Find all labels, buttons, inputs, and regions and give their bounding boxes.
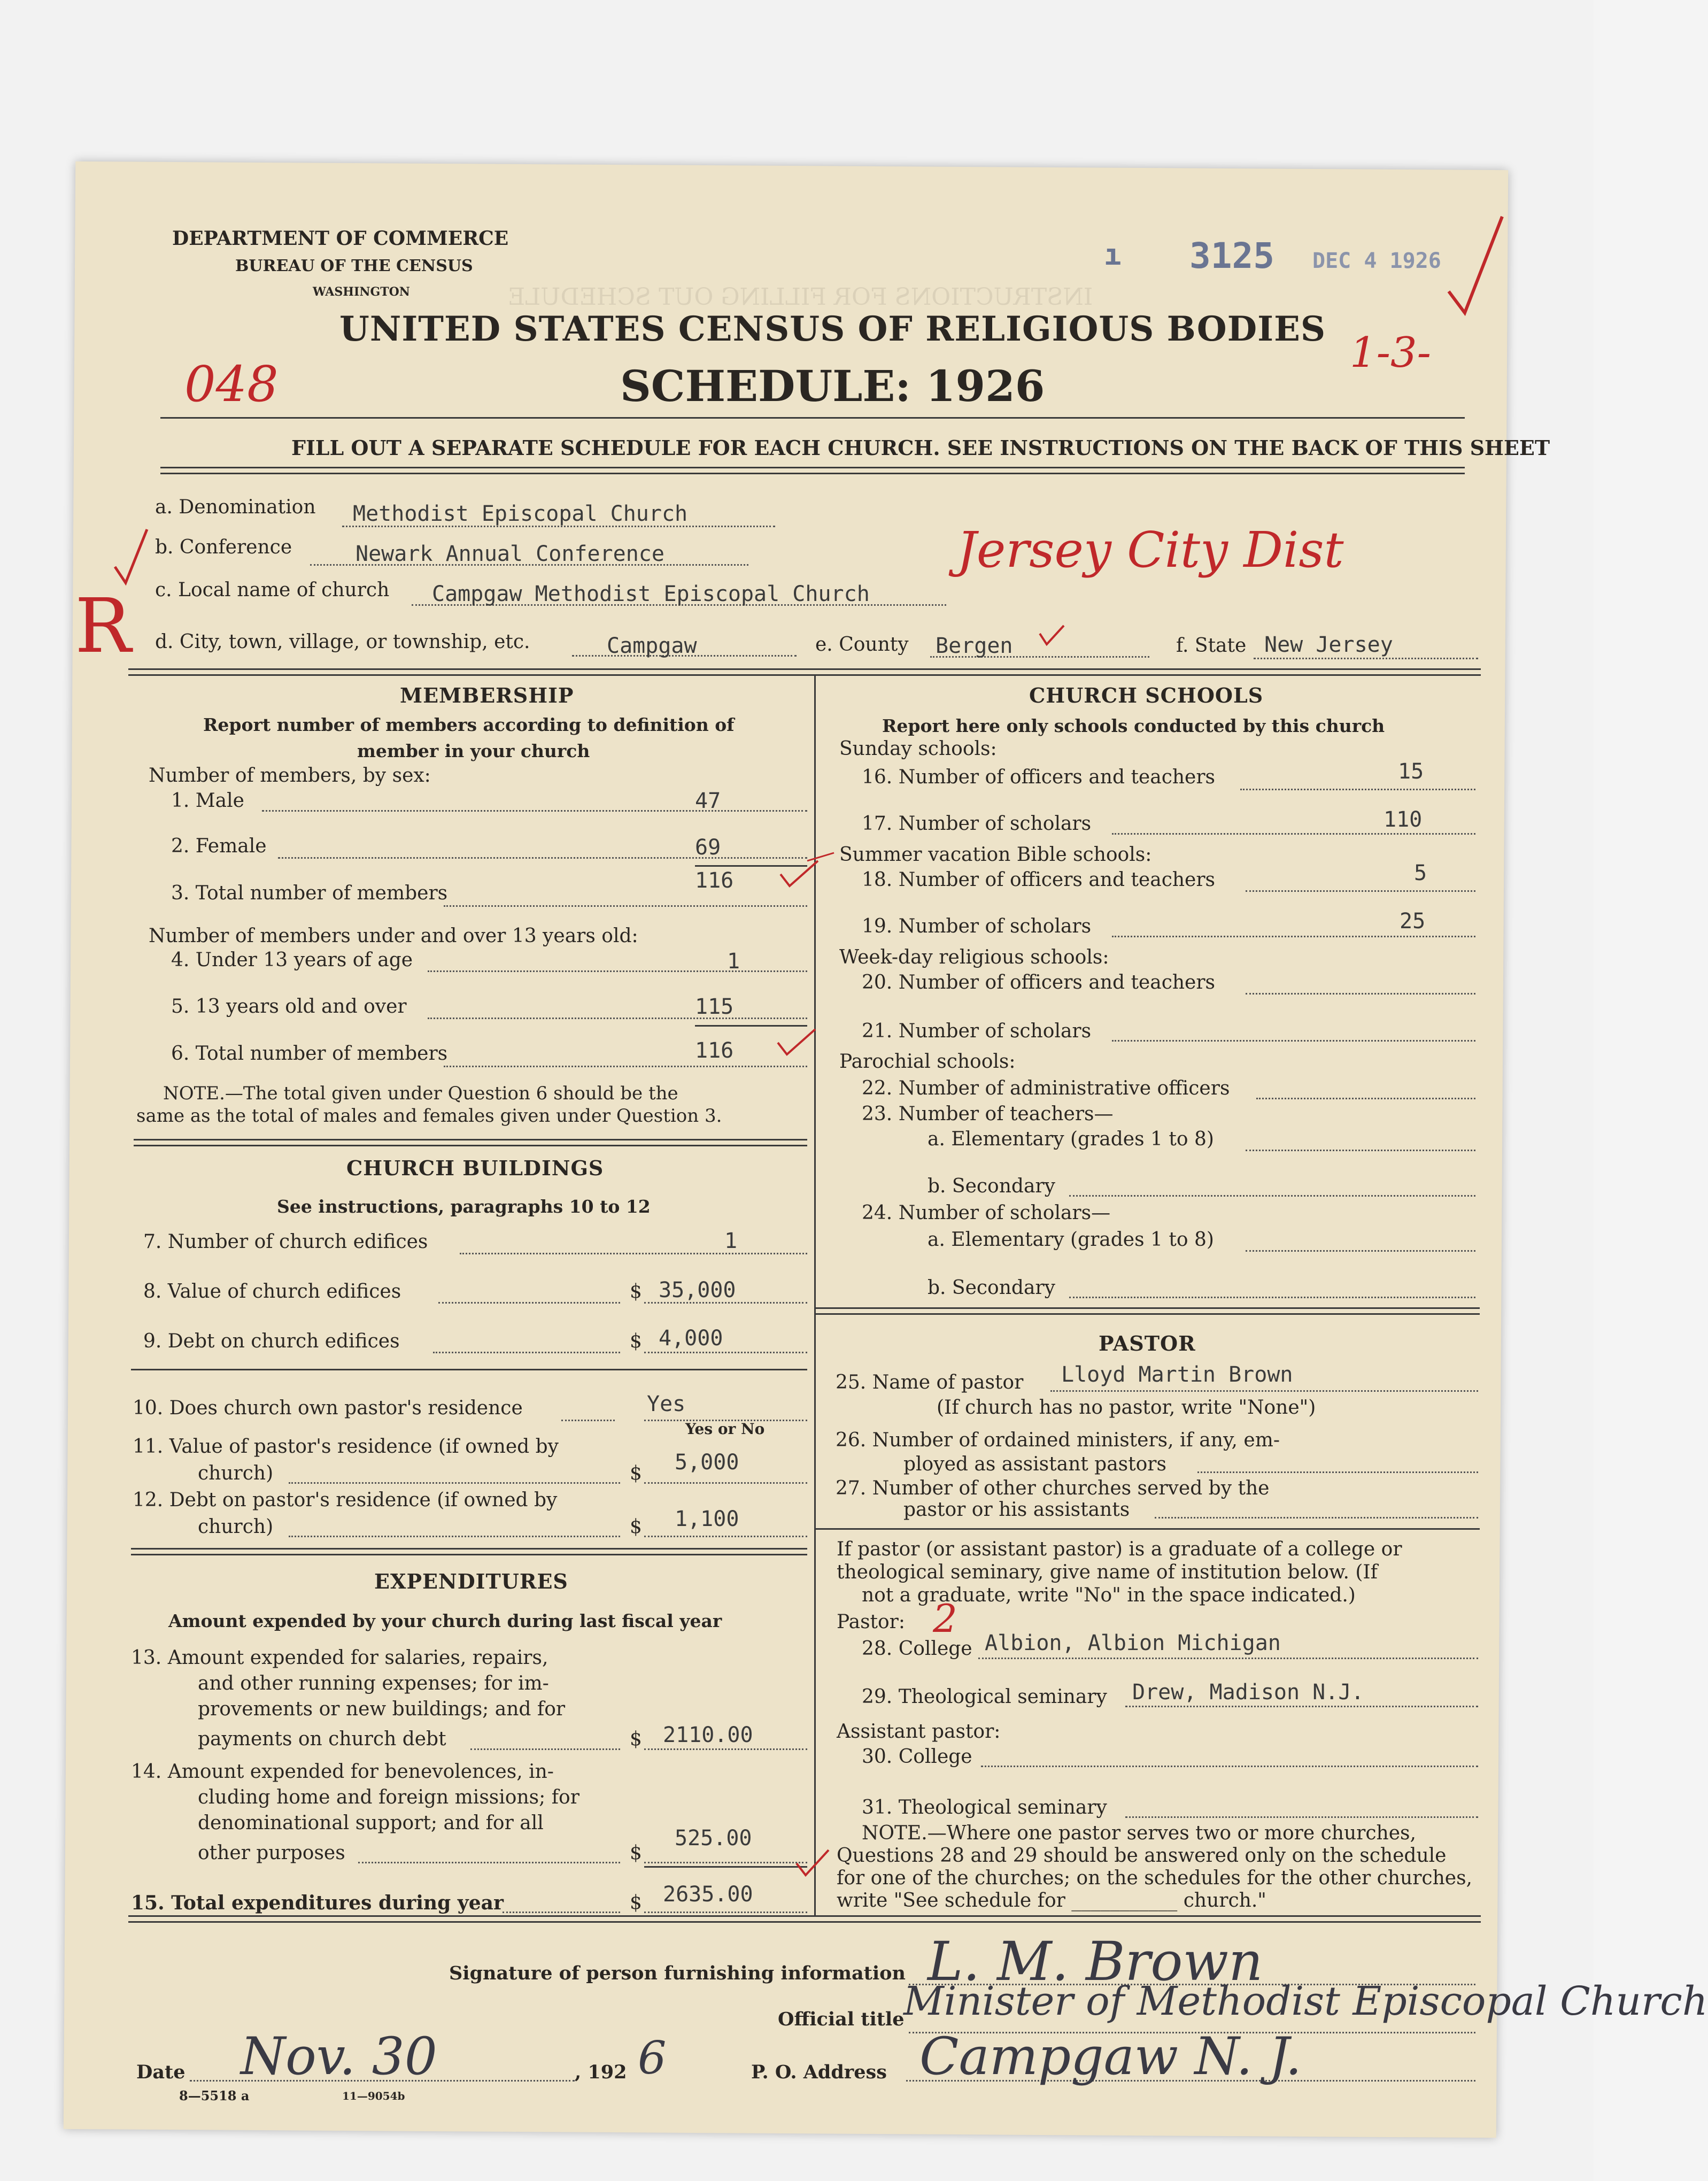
stamp-date: DEC 4 1926 [1312,249,1441,273]
q15-line [503,1912,620,1913]
q12-dollar: $ [630,1516,642,1538]
q7-line [460,1253,807,1254]
state-value[interactable]: New Jersey [1264,633,1393,657]
q17-value[interactable]: 110 [1384,807,1423,832]
q12-amount-line [644,1536,807,1537]
q28-value[interactable]: Albion, Albion Michigan [985,1631,1281,1655]
header-rule [160,417,1465,419]
q20-label: 20. Number of officers and teachers [862,972,1216,993]
q22-label: 22. Number of administrative officers [862,1077,1230,1099]
q14-line3: denominational support; and for all [198,1812,544,1834]
q3-value[interactable]: 116 [695,868,734,893]
q6-check [775,1027,818,1059]
weekday-label: Week-day religious schools: [839,946,1109,968]
graduate-note2: theological seminary, give name of institution below. (If [837,1561,1378,1583]
q25-line [1050,1390,1478,1392]
q14-line [358,1862,620,1863]
q13-line2: and other running expenses; for im- [198,1673,549,1694]
membership-rule [134,1139,807,1146]
pastor-note4: write "See schedule for ___________ church." [837,1890,1266,1912]
q14-amount-line [644,1862,807,1863]
q6-label: 6. Total number of members [171,1043,448,1065]
schools-sub: Report here only schools conducted by this church [882,715,1385,736]
date-year-prefix: , 192 [575,2061,627,2083]
city-value[interactable]: Campgaw [607,634,697,658]
stamp-tick: ı [1104,238,1122,272]
q12-line [289,1536,620,1537]
q13-line3: provements or new buildings; and for [198,1698,566,1720]
expenditures-sub: Amount expended by your church during last fiscal year [168,1610,722,1631]
instruction-line: FILL OUT A SEPARATE SCHEDULE FOR EACH CHURCH. SEE INSTRUCTIONS ON THE BACK OF THIS SHEET [291,436,1550,460]
q1-value[interactable]: 47 [695,789,721,813]
q18-line [1246,890,1475,892]
q24-label: 24. Number of scholars— [862,1202,1111,1224]
po-address-value[interactable]: Campgaw N. J. [919,2026,1302,2086]
q14-line1: 14. Amount expended for benevolences, in- [131,1761,554,1783]
q24b-label: b. Secondary [928,1277,1055,1299]
q14-sum-rule [644,1866,807,1868]
q30-label: 30. College [862,1746,972,1768]
q6-line [444,1066,807,1067]
q14-line4: other purposes [198,1842,345,1864]
q4-label: 4. Under 13 years of age [171,949,413,971]
pastor-note1: NOTE.—Where one pastor serves two or more churches, [862,1822,1416,1844]
q11-line [289,1482,620,1484]
q19-label: 19. Number of scholars [862,915,1092,937]
q20-line [1246,993,1475,995]
q23b-label: b. Secondary [928,1175,1055,1197]
q10-hint: Yes or No [685,1420,765,1438]
q26-line1: 26. Number of ordained ministers, if any, em- [836,1429,1280,1451]
city-label: d. City, town, village, or township, etc. [155,631,530,653]
q9-amount-line [644,1352,807,1353]
q31-line [1125,1816,1478,1818]
q9-rule [131,1369,807,1370]
q16-label: 16. Number of officers and teachers [862,766,1216,788]
q14-value[interactable]: 525.00 [675,1826,752,1851]
membership-note1: NOTE.—The total given under Question 6 should be the [163,1083,678,1104]
q27-line2: pastor or his assistants [903,1499,1130,1521]
q24b-line [1069,1297,1475,1298]
form-title: UNITED STATES CENSUS OF RELIGIOUS BODIES [339,309,1326,349]
bureau-name: BUREAU OF THE CENSUS [235,257,473,275]
form-number-1: 8—5518 a [179,2088,250,2103]
q29-value[interactable]: Drew, Madison N.J. [1132,1680,1364,1705]
q1-label: 1. Male [171,790,244,812]
q9-label: 9. Debt on church edifices [143,1330,400,1352]
q30-line [981,1766,1478,1767]
q5-label: 5. 13 years old and over [171,996,407,1018]
q2-line [278,857,807,859]
q18-tick [805,850,837,872]
q12-label2: church) [198,1516,274,1538]
signature-value[interactable]: L. M. Brown [928,1930,1263,1993]
membership-sub2: member in your church [357,741,590,761]
city-name: WASHINGTON [313,285,410,299]
q13-line [470,1748,620,1750]
ident-rule [128,668,1481,676]
q8-value[interactable]: 35,000 [659,1278,736,1303]
assistant-subheading: Assistant pastor: [837,1721,1001,1743]
q13-value[interactable]: 2110.00 [663,1723,753,1747]
membership-sub1: Report number of members according to definition of [203,714,735,735]
q9-value[interactable]: 4,000 [659,1326,723,1351]
bleed-through-text: INSTRUCTIONS FOR FILLING OUT SCHEDULE [508,283,1093,311]
q3-line [444,905,807,907]
q22-line [1256,1098,1475,1099]
q13-line1: 13. Amount expended for salaries, repairs, [131,1647,548,1669]
buildings-heading: CHURCH BUILDINGS [346,1156,604,1180]
code-annotation: 048 [184,356,279,413]
q8-label: 8. Value of church edifices [143,1281,401,1303]
q12-value[interactable]: 1,100 [675,1507,739,1531]
q10-line [561,1420,615,1421]
q13-amount-line [644,1748,807,1750]
q5-line [428,1018,807,1019]
q9-dollar: $ [630,1330,642,1352]
q31-label: 31. Theological seminary [862,1797,1107,1818]
q11-label1: 11. Value of pastor's residence (if owned by [133,1436,559,1458]
r-annotation: R [75,583,132,670]
q7-label: 7. Number of church edifices [143,1231,428,1253]
q18-label: 18. Number of officers and teachers [862,869,1216,891]
q28-line [978,1658,1478,1659]
pastor-rule [814,1528,1480,1530]
q16-line [1240,789,1475,790]
q25-label: 25. Name of pastor [836,1371,1024,1393]
q11-dollar: $ [630,1462,642,1484]
pastor-heading: PASTOR [1099,1331,1196,1355]
form-number-2: 11—9054b [342,2090,405,2102]
q17-line [1112,833,1475,835]
q29-label: 29. Theological seminary [862,1686,1107,1708]
membership-note2: same as the total of males and females given under Question 3. [136,1105,722,1127]
date-label: Date [136,2061,186,2083]
q23a-label: a. Elementary (grades 1 to 8) [928,1128,1214,1150]
q27-line [1155,1517,1478,1519]
q19-line [1112,936,1475,937]
signature-label: Signature of person furnishing information [449,1962,906,1984]
q26-line2: ployed as assistant pastors [903,1453,1166,1475]
members-by-age-label: Number of members under and over 13 years old: [149,925,638,947]
schools-rule [814,1307,1480,1315]
q1-line [262,810,807,812]
q19-value[interactable]: 25 [1400,909,1426,934]
q24a-line [1246,1250,1475,1252]
q15-value[interactable]: 2635.00 [663,1882,753,1907]
q23a-line [1246,1150,1475,1151]
q21-label: 21. Number of scholars [862,1020,1092,1042]
q11-label2: church) [198,1462,274,1484]
q10-label: 10. Does church own pastor's residence [133,1397,523,1419]
q8-dollar: $ [630,1281,642,1303]
q13-line4: payments on church debt [198,1728,446,1750]
conference-label: b. Conference [155,536,292,558]
q2-value[interactable]: 69 [695,835,721,860]
district-annotation: Jersey City Dist [957,521,1344,579]
q25-value[interactable]: Lloyd Martin Brown [1061,1362,1293,1387]
q16-value[interactable]: 15 [1398,759,1424,784]
q9-line [433,1352,620,1353]
pastor-note3: for one of the churches; on the schedules for the other churches, [837,1867,1472,1889]
graduate-note1: If pastor (or assistant pastor) is a graduate of a college or [837,1538,1402,1560]
date-year-digit[interactable]: 6 [638,2032,667,2084]
pastor-subheading: Pastor: [837,1611,906,1633]
q4-line [428,970,807,972]
date-value[interactable]: Nov. 30 [241,2026,437,2086]
state-line [1254,658,1478,659]
local-name-value[interactable]: Campgaw Methodist Episcopal Church [432,582,870,606]
state-label: f. State [1176,635,1247,657]
official-title-value[interactable]: Minister of Methodist Episcopal Church [903,1978,1708,2024]
q29-line [1125,1706,1478,1707]
q27-line1: 27. Number of other churches served by the [836,1477,1270,1499]
county-check [1037,623,1069,650]
parochial-label: Parochial schools: [839,1051,1016,1073]
corner-annotation: 1-3- [1350,329,1431,377]
bottom-rule [128,1915,1481,1923]
q3-label: 3. Total number of members [171,882,448,904]
q14-dollar: $ [630,1842,642,1864]
q11-value[interactable]: 5,000 [675,1450,739,1475]
q7-value[interactable]: 1 [724,1229,738,1253]
local-name-label: c. Local name of church [155,579,390,601]
q12-label1: 12. Debt on pastor's residence (if owned by [133,1489,558,1511]
q5-value[interactable]: 115 [695,995,734,1019]
q4-value[interactable]: 1 [727,949,740,974]
q24a-label: a. Elementary (grades 1 to 8) [928,1229,1214,1251]
denomination-label: a. Denomination [155,496,316,518]
instruction-rule [160,467,1465,474]
q11-amount-line [644,1482,807,1484]
q15-dollar: $ [630,1892,642,1914]
q23-label: 23. Number of teachers— [862,1103,1114,1125]
pastor-note2: Questions 28 and 29 should be answered only on the schedule [837,1845,1447,1867]
expenditures-heading: EXPENDITURES [374,1569,568,1593]
buildings-sub: See instructions, paragraphs 10 to 12 [277,1196,651,1217]
pastor-mark: 2 [933,1596,957,1641]
q26-line [1197,1471,1478,1473]
q13-dollar: $ [630,1728,642,1750]
membership-heading: MEMBERSHIP [400,683,574,707]
q15-amount-line [644,1912,807,1913]
q18-value[interactable]: 5 [1414,861,1427,885]
conference-value[interactable]: Newark Annual Conference [355,542,664,566]
q2-label: 2. Female [171,835,267,857]
schedule-title: SCHEDULE: 1926 [620,361,1045,411]
county-label: e. County [815,634,909,656]
dept-name: DEPARTMENT OF COMMERCE [172,227,509,250]
q10-value[interactable]: Yes [647,1392,686,1416]
q14-line2: cluding home and foreign missions; for [198,1786,579,1808]
q8-line [438,1302,620,1304]
buildings-rule [131,1548,807,1555]
county-value[interactable]: Bergen [936,634,1013,658]
r-check-mark [110,524,152,588]
graduate-note3: not a graduate, write "No" in the space indicated.) [862,1584,1356,1606]
sunday-label: Sunday schools: [839,738,997,760]
check-mark-corner [1443,211,1508,318]
q23b-line [1069,1195,1475,1197]
denomination-value[interactable]: Methodist Episcopal Church [353,502,688,526]
q28-label: 28. College [862,1638,972,1660]
q14-check [794,1847,831,1879]
po-address-label: P. O. Address [751,2061,887,2083]
q21-line [1112,1040,1475,1042]
q15-label: 15. Total expenditures during year [131,1892,504,1914]
schools-heading: CHURCH SCHOOLS [1029,683,1264,707]
members-by-sex-label: Number of members, by sex: [149,765,431,787]
summer-label: Summer vacation Bible schools: [839,844,1152,866]
q25-hint: (If church has no pastor, write "None") [937,1397,1316,1419]
stamp-number: 3125 [1189,235,1274,276]
q17-label: 17. Number of scholars [862,813,1092,835]
q6-value[interactable]: 116 [695,1038,734,1063]
official-title-label: Official title [778,2008,905,2030]
